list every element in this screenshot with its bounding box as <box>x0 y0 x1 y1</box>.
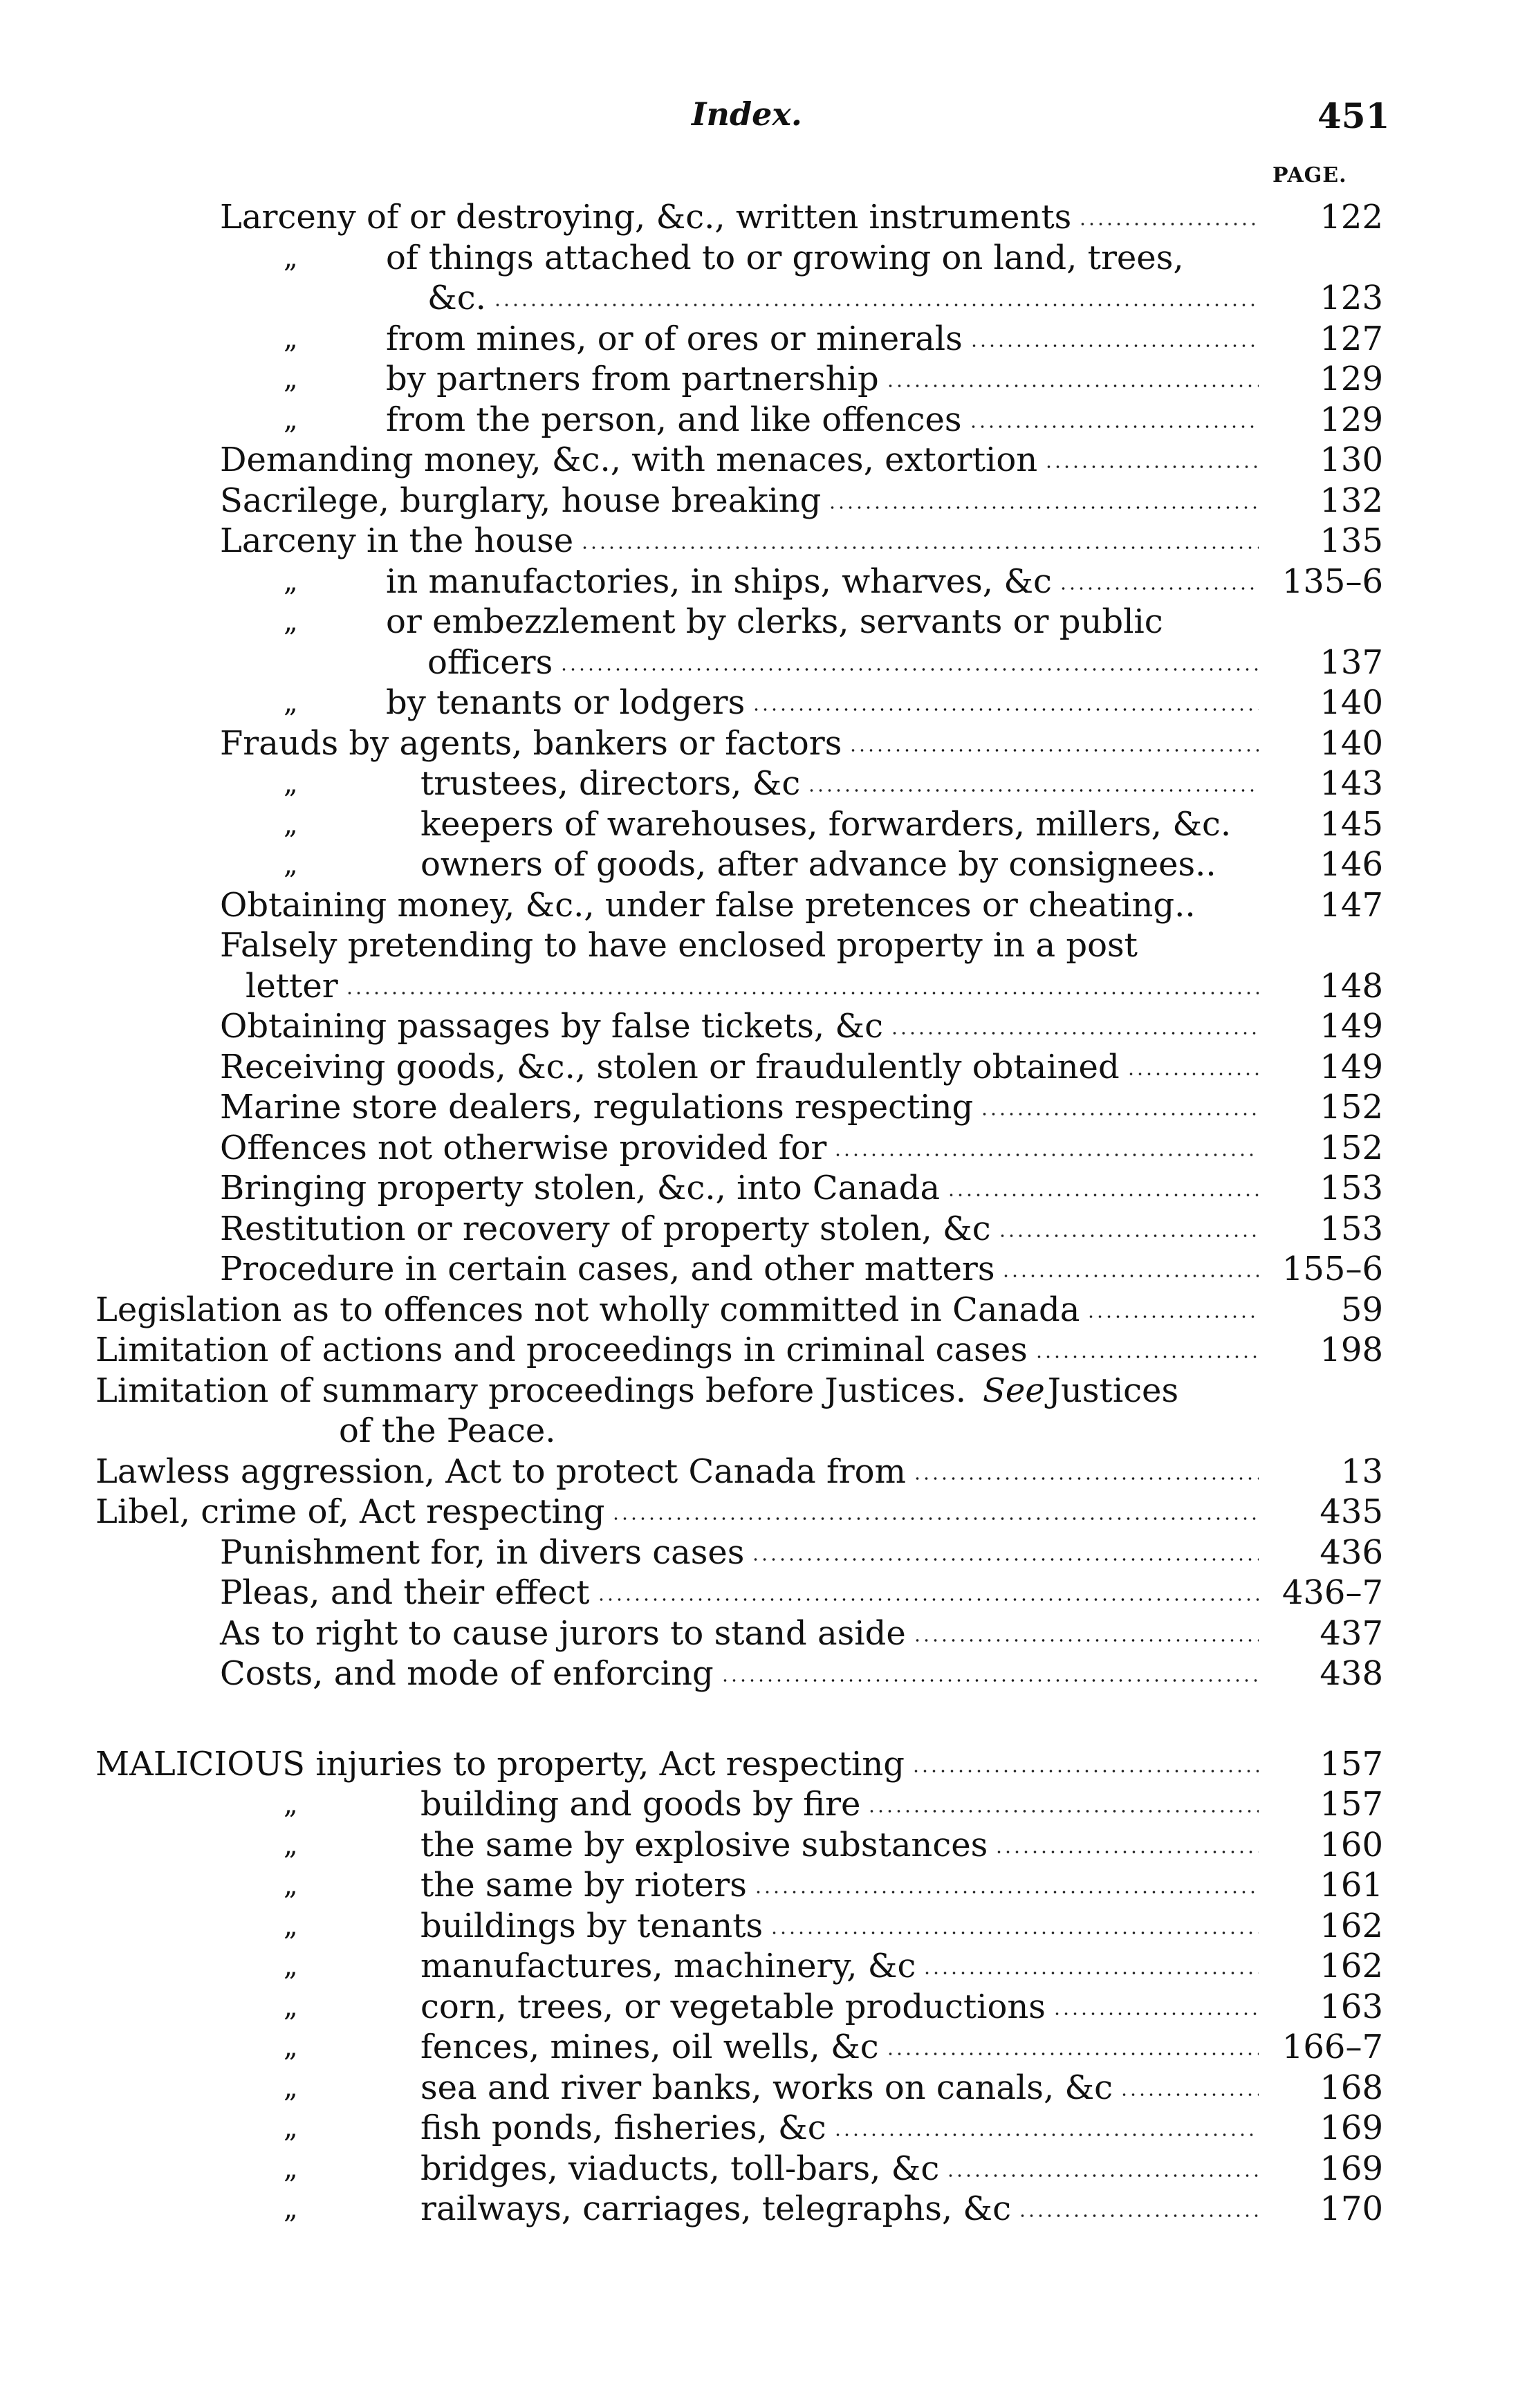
page-reference: 147 <box>1320 885 1383 925</box>
page-reference: 153 <box>1320 1169 1383 1207</box>
ditto-mark: „ <box>284 322 298 355</box>
page-reference: 148 <box>1320 966 1383 1006</box>
index-entry <box>0 1532 1527 1573</box>
index-entry <box>0 1573 1527 1613</box>
page-reference: 162 <box>1320 1906 1383 1945</box>
entry-text: &c. <box>427 279 486 317</box>
ditto-mark: „ <box>284 1788 298 1820</box>
entry-text: Limitation of summary proceedings before Justices. <box>95 1371 967 1410</box>
ditto-mark: „ <box>284 849 298 880</box>
dot-leader <box>721 1678 1259 1683</box>
index-entry <box>0 1047 1527 1088</box>
entry-text: by tenants or lodgers <box>386 683 746 722</box>
index-entry <box>0 2189 1527 2230</box>
index-entry <box>0 562 1527 602</box>
entry-text: the same by rioters <box>420 1866 747 1905</box>
index-entry <box>0 1128 1527 1169</box>
dot-leader <box>751 1557 1259 1562</box>
index-entry <box>0 2108 1527 2149</box>
page-reference: 437 <box>1320 1613 1383 1653</box>
index-entry <box>0 1006 1527 1047</box>
dot-leader <box>1001 1274 1259 1278</box>
entry-text: of the Peace. <box>339 1411 556 1450</box>
dot-leader <box>886 2052 1259 2056</box>
entry-text: Restitution or recovery of property stolen, &c <box>220 1209 991 1248</box>
page-reference: 153 <box>1320 1209 1383 1248</box>
entry-text: buildings by tenants <box>420 1906 764 1945</box>
ditto-mark: „ <box>284 1828 298 1861</box>
page-reference: 130 <box>1320 441 1383 479</box>
index-entry <box>0 2149 1527 2189</box>
page-reference: 140 <box>1320 723 1383 763</box>
entry-text: Offences not otherwise provided for <box>220 1128 827 1167</box>
ditto-mark: „ <box>284 1950 298 1982</box>
ditto-mark: „ <box>284 1990 298 2023</box>
index-entry <box>0 763 1527 804</box>
entry-text: letter <box>246 966 338 1006</box>
running-header <box>0 95 1527 144</box>
page-reference: 157 <box>1320 1744 1383 1784</box>
ditto-mark: „ <box>284 768 298 799</box>
page-reference: 152 <box>1320 1128 1383 1167</box>
page-reference: 436–7 <box>1281 1573 1383 1612</box>
entry-text: trustees, directors, &c <box>420 764 801 803</box>
page-reference: 438 <box>1320 1654 1383 1693</box>
dot-leader <box>754 1890 1259 1894</box>
page-reference: 146 <box>1320 845 1383 884</box>
index-entry <box>0 238 1527 279</box>
entry-text: by partners from partnership <box>386 360 879 398</box>
index-entry <box>0 804 1527 845</box>
page-reference: 436 <box>1320 1532 1383 1572</box>
entry-text: sea and river banks, works on canals, &c <box>420 2068 1113 2107</box>
page-reference: 169 <box>1320 2149 1383 2188</box>
entry-text: Pleas, and their effect <box>220 1573 590 1612</box>
dot-leader <box>886 384 1259 388</box>
index-entry <box>0 1290 1527 1331</box>
entry-text: of things attached to or growing on land, trees, <box>386 238 1184 277</box>
index-entry <box>0 1492 1527 1532</box>
dot-leader <box>1053 2012 1259 2016</box>
dot-leader <box>913 1476 1259 1481</box>
dot-leader <box>969 425 1259 429</box>
page-reference: 155–6 <box>1281 1250 1383 1288</box>
index-entry <box>0 1249 1527 1290</box>
index-entry <box>0 1865 1527 1906</box>
ditto-mark: „ <box>284 1909 298 1942</box>
entry-text: from the person, and like offences <box>386 400 962 439</box>
ditto-mark: „ <box>284 2112 298 2144</box>
dot-leader <box>867 1809 1259 1813</box>
entry-text: Demanding money, &c., with menaces, extortion <box>220 441 1038 479</box>
entry-text: Obtaining passages by false tickets, &c <box>220 1007 883 1046</box>
entry-text: MALICIOUS injuries to property, Act respecting <box>95 1744 905 1784</box>
index-entry <box>0 521 1527 562</box>
ditto-mark: „ <box>284 1869 298 1901</box>
page-reference: 59 <box>1340 1290 1383 1329</box>
ditto-mark: „ <box>284 2031 298 2063</box>
entry-text: Frauds by agents, bankers or factors <box>220 723 842 763</box>
index-entry <box>0 1946 1527 1987</box>
page-number: 451 <box>1317 95 1390 136</box>
entry-text: Marine store dealers, regulations respecting <box>220 1088 974 1127</box>
page-reference: 162 <box>1320 1947 1383 1985</box>
index-entry <box>0 1168 1527 1209</box>
entry-text: As to right to cause jurors to stand aside <box>220 1613 906 1653</box>
page-reference: 166–7 <box>1281 2028 1383 2066</box>
index-entry <box>0 197 1527 238</box>
page-reference: 129 <box>1320 360 1383 398</box>
index-entry <box>0 1654 1527 1694</box>
ditto-mark: „ <box>284 2071 298 2104</box>
dot-leader <box>833 2133 1259 2137</box>
index-entry <box>0 2027 1527 2068</box>
dot-leader <box>597 1597 1259 1602</box>
dot-leader <box>493 303 1259 307</box>
index-entry <box>0 1209 1527 1250</box>
index-entry <box>0 723 1527 764</box>
dot-leader <box>947 1193 1259 1197</box>
ditto-mark: „ <box>284 2193 298 2225</box>
ditto-mark: „ <box>284 241 298 274</box>
index-entry <box>0 481 1527 521</box>
entry-text: railways, carriages, telegraphs, &c <box>420 2189 1012 2228</box>
entry-text: Larceny in the house <box>220 521 574 560</box>
dot-leader <box>913 1638 1259 1642</box>
entry-text: Limitation of actions and proceedings in criminal cases <box>95 1331 1028 1369</box>
dot-leader <box>890 1031 1259 1035</box>
entry-text: Sacrilege, burglary, house breaking <box>220 481 822 520</box>
ditto-mark: „ <box>284 687 298 719</box>
page-reference: 135–6 <box>1281 562 1383 601</box>
entry-text: Falsely pretending to have enclosed property in a post <box>220 926 1138 965</box>
ditto-mark: „ <box>284 363 298 395</box>
index-entry <box>0 359 1527 400</box>
index-entries <box>0 197 1527 2230</box>
entry-text: Costs, and mode of enforcing <box>220 1654 714 1693</box>
dot-leader <box>770 1931 1259 1935</box>
index-entry <box>0 1825 1527 1866</box>
entry-text: fish ponds, fisheries, &c <box>420 2109 826 2147</box>
page-reference: 129 <box>1320 400 1383 439</box>
entry-text: corn, trees, or vegetable productions <box>420 1987 1046 2026</box>
dot-leader <box>833 1153 1259 1157</box>
dot-leader <box>994 1850 1259 1854</box>
entry-text: Bringing property stolen, &c., into Canada <box>220 1169 941 1207</box>
dot-leader <box>980 1112 1259 1116</box>
page-reference: 123 <box>1320 279 1383 317</box>
page-reference: 170 <box>1320 2189 1383 2228</box>
dot-leader <box>752 707 1259 712</box>
page-reference: 140 <box>1320 683 1383 722</box>
dot-leader <box>807 788 1259 793</box>
dot-leader <box>911 1769 1259 1773</box>
page-reference: 168 <box>1320 2068 1383 2107</box>
dot-leader <box>611 1517 1259 1521</box>
dot-leader <box>849 748 1259 752</box>
dot-leader <box>1086 1315 1259 1319</box>
dot-leader <box>1078 222 1259 226</box>
dot-leader <box>559 667 1259 672</box>
entry-text: in manufactories, in ships, wharves, &c <box>386 562 1052 601</box>
entry-text: Larceny of or destroying, &c., written instruments <box>220 198 1072 237</box>
page-reference: 160 <box>1320 1825 1383 1864</box>
page-reference: 137 <box>1320 642 1383 682</box>
entry-text: the same by explosive substances <box>420 1825 988 1864</box>
dot-leader <box>1035 1355 1259 1359</box>
page-reference: 157 <box>1320 1785 1383 1824</box>
entry-text: manufactures, machinery, &c <box>420 1947 916 1985</box>
entry-text: Obtaining money, &c., under false pretences or cheating.. <box>220 885 1196 925</box>
index-entry <box>0 885 1527 926</box>
index-entry <box>0 1613 1527 1654</box>
dot-leader <box>1018 2214 1259 2218</box>
entry-text: building and goods by fire <box>420 1785 861 1824</box>
page-reference: 13 <box>1340 1452 1383 1491</box>
page-reference: 143 <box>1320 764 1383 803</box>
dot-leader <box>828 506 1259 510</box>
page-column-header: PAGE. <box>1272 163 1347 187</box>
ditto-mark: „ <box>284 808 298 840</box>
see-reference: See <box>983 1371 1045 1410</box>
ditto-mark: „ <box>284 2152 298 2185</box>
entry-text: Procedure in certain cases, and other matters <box>220 1250 995 1288</box>
dot-leader <box>1059 586 1259 591</box>
entry-text: Legislation as to offences not wholly committed in Canada <box>95 1290 1080 1329</box>
entry-text: or embezzlement by clerks, servants or public <box>386 602 1163 641</box>
ditto-mark: „ <box>284 606 298 638</box>
index-entry <box>0 602 1527 642</box>
see-target: Justices <box>1047 1371 1179 1410</box>
index-entry <box>0 642 1527 683</box>
index-entry <box>0 319 1527 360</box>
page-reference: 152 <box>1320 1088 1383 1127</box>
dot-leader <box>946 2174 1259 2178</box>
entry-text: owners of goods, after advance by consignees.. <box>420 845 1216 884</box>
entry-text: officers <box>427 642 553 682</box>
index-entry <box>0 1371 1527 1411</box>
index-entry <box>0 683 1527 723</box>
page-reference: 198 <box>1320 1331 1383 1369</box>
index-entry <box>0 1987 1527 2028</box>
dot-leader <box>923 1971 1259 1975</box>
page-reference: 161 <box>1320 1866 1383 1905</box>
dot-leader <box>1127 1072 1259 1076</box>
index-entry <box>0 1744 1527 1785</box>
entry-text: Receiving goods, &c., stolen or fraudulently obtained <box>220 1047 1120 1086</box>
dot-leader <box>580 546 1259 550</box>
ditto-mark: „ <box>284 565 298 598</box>
dot-leader <box>1120 2093 1259 2097</box>
index-entry <box>0 1330 1527 1371</box>
page-reference: 122 <box>1320 198 1383 237</box>
index-entry <box>0 844 1527 885</box>
ditto-mark: „ <box>284 403 298 436</box>
entry-text: from mines, or of ores or minerals <box>386 319 963 358</box>
index-entry <box>0 2068 1527 2109</box>
dot-leader <box>998 1234 1259 1238</box>
index-entry <box>0 966 1527 1007</box>
page-reference: 163 <box>1320 1987 1383 2026</box>
index-entry <box>0 1906 1527 1947</box>
page-reference: 145 <box>1320 804 1383 844</box>
index-entry <box>0 1784 1527 1825</box>
index-entry <box>0 1087 1527 1128</box>
page-reference: 132 <box>1320 481 1383 520</box>
entry-text: Lawless aggression, Act to protect Canada from <box>95 1452 907 1491</box>
page-reference: 127 <box>1320 319 1383 358</box>
entry-text: keepers of warehouses, forwarders, millers, &c. <box>420 804 1232 844</box>
entry-text: Punishment for, in divers cases <box>220 1532 745 1572</box>
dot-leader <box>1044 465 1259 469</box>
index-entry <box>0 925 1527 966</box>
index-entry <box>0 400 1527 441</box>
page-reference: 149 <box>1320 1047 1383 1086</box>
entry-text: Libel, crime of, Act respecting <box>95 1492 605 1531</box>
entry-text: fences, mines, oil wells, &c <box>420 2028 879 2066</box>
page-reference: 135 <box>1320 521 1383 560</box>
page-reference: 435 <box>1320 1492 1383 1531</box>
dot-leader <box>345 991 1259 995</box>
index-entry <box>0 440 1527 481</box>
page-reference: 169 <box>1320 2109 1383 2147</box>
index-entry <box>0 1452 1527 1492</box>
index-entry <box>0 1411 1527 1452</box>
header-title: Index. <box>692 95 802 133</box>
page-reference: 149 <box>1320 1007 1383 1046</box>
index-entry <box>0 278 1527 319</box>
dot-leader <box>970 344 1259 348</box>
entry-text: bridges, viaducts, toll-bars, &c <box>420 2149 940 2188</box>
